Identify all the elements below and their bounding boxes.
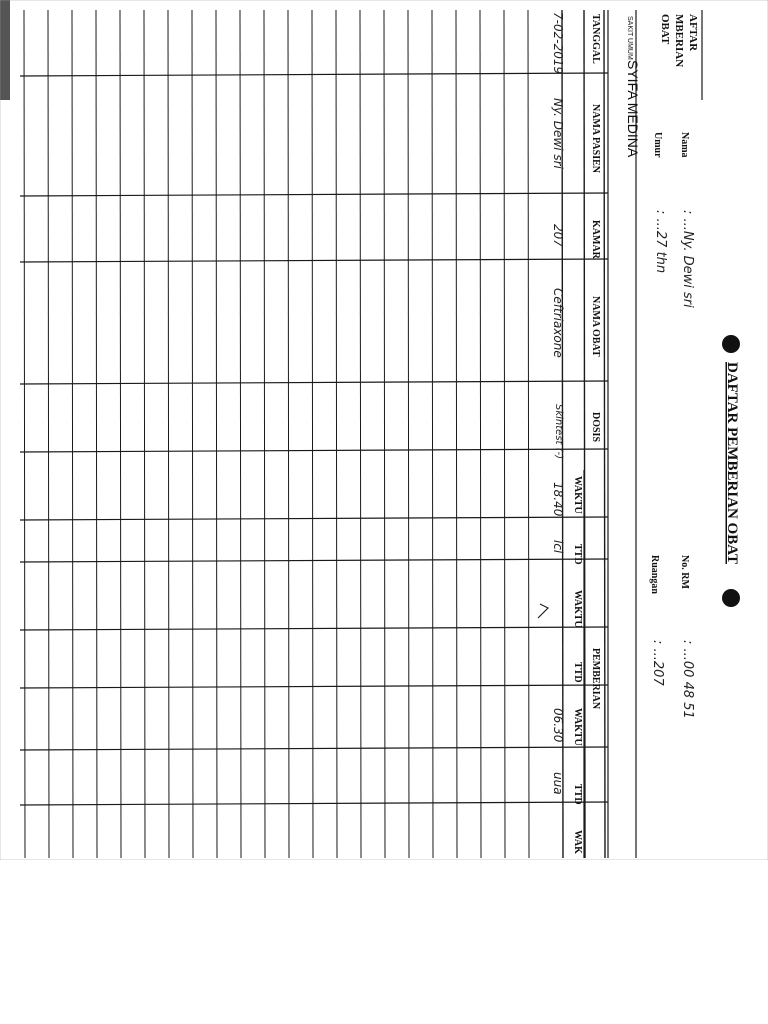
- grid-horizontal-line: [20, 73, 608, 76]
- col-header-nama-obat: NAMA OBAT: [590, 296, 601, 357]
- col-header-waktu-3: WAKTU: [572, 708, 583, 746]
- grid-vertical-line: [360, 10, 361, 858]
- signature-mark: [538, 604, 548, 618]
- grid-vertical-line: [528, 10, 529, 858]
- nama-label: Nama: [679, 132, 690, 158]
- ruangan-value: : ...207: [650, 640, 665, 686]
- bullet-top: [722, 335, 740, 353]
- grid-vertical-line: [168, 10, 169, 858]
- grid-horizontal-line: [20, 627, 608, 630]
- cell-ttd-3: uua: [551, 772, 565, 795]
- grid-horizontal-line: [20, 747, 608, 750]
- side-title-line-3: OBAT: [659, 14, 671, 45]
- grid-vertical-line: [504, 10, 505, 858]
- column-headers: [572, 14, 601, 854]
- grid-vertical-line: [216, 10, 217, 858]
- grid-vertical-line: [408, 10, 409, 858]
- side-title-line-1: AFTAR: [687, 14, 699, 52]
- nama-value: : ...Ny. Dewi sri: [680, 210, 695, 308]
- col-header-waktu-2: WAKTU: [572, 590, 583, 628]
- grid-horizontal-line: [20, 802, 608, 805]
- grid-horizontal-line: [20, 685, 608, 688]
- grid-vertical-line: [24, 10, 25, 858]
- grid-vertical-line: [288, 10, 289, 858]
- cell-ttd-1: lcl: [551, 540, 565, 554]
- cell-waktu-3: 06.30: [551, 708, 565, 743]
- hospital-name: SYIFA MEDINA: [625, 60, 641, 158]
- grid-vertical-line: [264, 10, 265, 858]
- norm-value: : ...00 48 51: [680, 640, 695, 719]
- col-header-nama-pasien: NAMA PASIEN: [590, 104, 601, 173]
- ruangan-label: Ruangan: [649, 555, 660, 594]
- group-header-pemberian: PEMBERIAN: [590, 648, 601, 710]
- umur-label: Umur: [652, 132, 663, 158]
- grid-vertical-line: [144, 10, 145, 858]
- grid-horizontal-line: [20, 381, 608, 384]
- grid-vertical-line: [312, 10, 313, 858]
- cell-waktu-1: 18.40: [551, 482, 565, 517]
- table-horizontal-lines: [20, 73, 608, 858]
- table-row: [538, 12, 565, 795]
- grid-horizontal-line: [20, 259, 608, 262]
- grid-vertical-line: [240, 10, 241, 858]
- grid-vertical-line: [48, 10, 49, 858]
- col-header-dosis: DOSIS: [590, 412, 601, 443]
- norm-label: No. RM: [679, 555, 690, 589]
- grid-vertical-line: [480, 10, 481, 858]
- grid-vertical-line: [96, 10, 97, 858]
- grid-horizontal-line: [20, 193, 608, 196]
- grid-horizontal-line: [20, 559, 608, 562]
- cell-nama-obat: Ceftriaxone: [551, 288, 565, 358]
- col-header-wak: WAK: [572, 830, 583, 854]
- grid-vertical-line: [72, 10, 73, 858]
- cell-kamar: 207: [551, 224, 565, 247]
- col-header-ttd-1: TTD: [572, 544, 583, 565]
- grid-vertical-line: [384, 10, 385, 858]
- col-header-waktu-1: WAKTU: [572, 476, 583, 514]
- scan-edge-shadow: [0, 0, 10, 100]
- cell-nama-pasien: Ny. Dewi sri: [551, 98, 565, 169]
- col-header-ttd-3: TTD: [572, 784, 583, 805]
- grid-horizontal-line: [20, 449, 608, 452]
- cell-dosis: Skintest (-): [553, 404, 564, 460]
- col-header-kamar: KAMAR: [590, 220, 601, 259]
- form-title: DAFTAR PEMBERIAN OBAT: [724, 362, 740, 564]
- side-title-line-2: MBERIAN: [673, 14, 685, 68]
- grid-horizontal-line: [20, 517, 608, 520]
- bullet-bottom: [722, 589, 740, 607]
- cell-tanggal: 7-02-2019: [551, 12, 565, 75]
- hospital-prefix: SAKIT UMUM: [626, 16, 633, 60]
- grid-vertical-line: [604, 10, 605, 858]
- grid-vertical-line: [456, 10, 457, 858]
- umur-value: : ...27 thn: [653, 210, 668, 274]
- grid-vertical-line: [336, 10, 337, 858]
- col-header-tanggal: TANGGAL: [590, 14, 601, 64]
- grid-vertical-line: [192, 10, 193, 858]
- col-header-ttd-2: TTD: [572, 662, 583, 683]
- grid-vertical-line: [432, 10, 433, 858]
- grid-vertical-line: [120, 10, 121, 858]
